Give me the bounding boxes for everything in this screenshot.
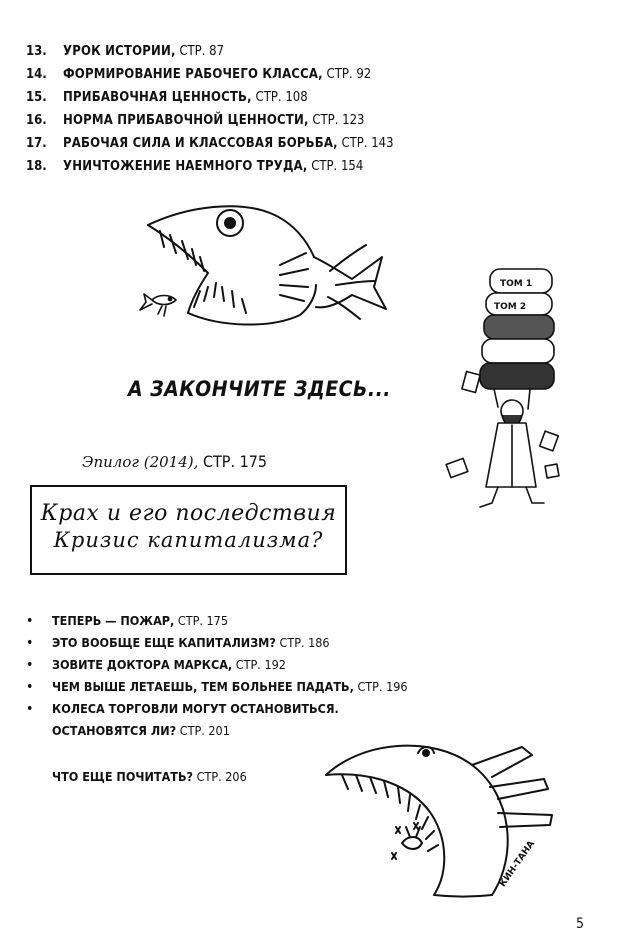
toc-title: УРОК ИСТОРИИ, <box>63 44 176 59</box>
toc-entry-17[interactable] <box>26 132 394 155</box>
book-label-2: ТОМ 2 <box>494 302 527 312</box>
artist-signature: КИН-ТАНА <box>497 839 537 890</box>
toc-entry-13[interactable] <box>26 40 394 63</box>
toc-title: ФОРМИРОВАНИЕ РАБОЧЕГО КЛАССА, <box>63 67 323 82</box>
toc-number: 14. <box>26 67 47 82</box>
item-page: СТР. 186 <box>279 635 330 650</box>
item-title: КОЛЕСА ТОРГОВЛИ МОГУТ ОСТАНОВИТЬСЯ. <box>52 701 339 716</box>
toc-number: 15. <box>26 90 47 105</box>
further-reading-title: ЧТО ЕЩЕ ПОЧИТАТЬ? <box>52 769 194 784</box>
toc-title: ПРИБАВОЧНАЯ ЦЕННОСТЬ, <box>63 90 252 105</box>
box-line-1: Крах и его последствия <box>40 501 337 526</box>
item-title: ЗОВИТЕ ДОКТОРА МАРКСА, <box>52 657 233 672</box>
item-title-continued: ОСТАНОВЯТСЯ ЛИ? <box>52 723 177 738</box>
box-line-2: Кризис капитализма? <box>53 528 324 552</box>
toc-number: 18. <box>26 159 47 174</box>
list-item[interactable] <box>26 676 408 698</box>
toc-entry-14[interactable] <box>26 63 394 86</box>
toc-entry-15[interactable] <box>26 86 394 109</box>
toc-title: НОРМА ПРИБАВОЧНОЙ ЦЕННОСТИ, <box>63 113 309 128</box>
epilog-title: Эпилог (2014), <box>82 453 199 471</box>
further-reading-page: СТР. 206 <box>196 769 247 784</box>
toc-page: СТР. 154 <box>311 159 364 174</box>
man-carrying-books-illustration <box>436 265 566 525</box>
item-page: СТР. 192 <box>235 657 286 672</box>
item-page: СТР. 196 <box>357 679 408 694</box>
epilog-page: СТР. 175 <box>202 452 268 471</box>
toc-number: 13. <box>26 44 47 59</box>
toc-page: СТР. 108 <box>255 90 308 105</box>
toc-number: 16. <box>26 113 47 128</box>
toc-page: СТР. 143 <box>341 136 394 151</box>
toc-page: СТР. 123 <box>312 113 365 128</box>
finish-heading: А ЗАКОНЧИТЕ ЗДЕСЬ... <box>128 377 391 401</box>
item-page: СТР. 201 <box>179 723 230 738</box>
toc-number: 17. <box>26 136 47 151</box>
item-title: ЧЕМ ВЫШЕ ЛЕТАЕШЬ, ТЕМ БОЛЬНЕЕ ПАДАТЬ, <box>52 679 354 694</box>
toc-entry-16[interactable] <box>26 109 394 132</box>
list-item[interactable] <box>26 654 408 676</box>
crescent-fish-illustration <box>322 735 562 905</box>
small-fish-illustration <box>138 288 182 324</box>
item-title: ЭТО ВООБЩЕ ЕЩЕ КАПИТАЛИЗМ? <box>52 635 276 650</box>
toc-page: СТР. 87 <box>179 44 225 59</box>
toc-entry-18[interactable] <box>26 155 394 178</box>
list-item[interactable] <box>26 632 408 654</box>
table-of-contents <box>26 40 394 178</box>
list-item[interactable] <box>26 610 408 632</box>
page-number: 5 <box>576 916 585 932</box>
book-label-1: ТОМ 1 <box>500 279 533 289</box>
item-title: ТЕПЕРЬ — ПОЖАР, <box>52 613 175 628</box>
crisis-contents-list <box>26 610 408 742</box>
item-page: СТР. 175 <box>177 613 228 628</box>
epilog-entry[interactable] <box>82 452 267 471</box>
crisis-title-box <box>30 485 347 575</box>
toc-page: СТР. 92 <box>326 67 372 82</box>
toc-title: РАБОЧАЯ СИЛА И КЛАССОВАЯ БОРЬБА, <box>63 136 338 151</box>
toc-title: УНИЧТОЖЕНИЕ НАЕМНОГО ТРУДА, <box>63 159 308 174</box>
further-reading-entry[interactable] <box>52 769 247 784</box>
